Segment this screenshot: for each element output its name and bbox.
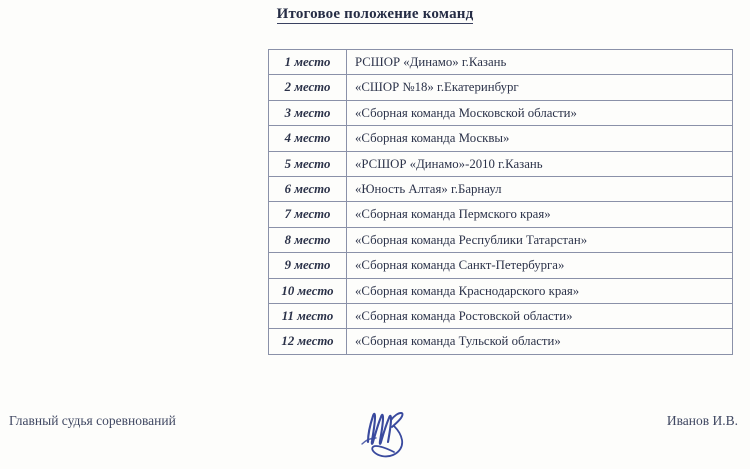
table-row [269, 75, 733, 100]
cell-team: «Сборная команда Москвы» [347, 126, 733, 151]
handwritten-signature-icon [338, 396, 438, 462]
cell-team: «Сборная команда Пермского края» [347, 202, 733, 227]
cell-place: 12 место [269, 329, 347, 354]
results-table [268, 49, 733, 355]
cell-place: 9 место [269, 253, 347, 278]
judge-role-label: Главный судья соревнований [9, 413, 176, 428]
cell-team: «РСШОР «Динамо»-2010 г.Казань [347, 151, 733, 176]
cell-team: РСШОР «Динамо» г.Казань [347, 50, 733, 75]
cell-place: 10 место [269, 278, 347, 303]
page-title-text: Итоговое положение команд [276, 6, 474, 22]
cell-team: «Сборная команда Московской области» [347, 100, 733, 125]
cell-place: 7 место [269, 202, 347, 227]
table-row [269, 253, 733, 278]
table-row [269, 329, 733, 354]
table-row [269, 227, 733, 252]
cell-place: 1 место [269, 50, 347, 75]
table-row [269, 177, 733, 202]
cell-team: «СШОР №18» г.Екатеринбург [347, 75, 733, 100]
cell-team: «Юность Алтая» г.Барнаул [347, 177, 733, 202]
cell-place: 8 место [269, 227, 347, 252]
cell-place: 2 место [269, 75, 347, 100]
cell-team: «Сборная команда Ростовской области» [347, 304, 733, 329]
cell-place: 4 место [269, 126, 347, 151]
cell-team: «Сборная команда Республики Татарстан» [347, 227, 733, 252]
cell-team: «Сборная команда Тульской области» [347, 329, 733, 354]
cell-place: 5 место [269, 151, 347, 176]
table-row [269, 278, 733, 303]
cell-place: 6 место [269, 177, 347, 202]
table-row [269, 304, 733, 329]
page-title [0, 6, 750, 23]
results-table-body [269, 50, 733, 355]
table-row [269, 202, 733, 227]
cell-team: «Сборная команда Санкт-Петербурга» [347, 253, 733, 278]
table-row [269, 126, 733, 151]
table-row [269, 100, 733, 125]
cell-place: 11 место [269, 304, 347, 329]
cell-team: «Сборная команда Краснодарского края» [347, 278, 733, 303]
table-row [269, 50, 733, 75]
cell-place: 3 место [269, 100, 347, 125]
judge-name-label: Иванов И.В. [666, 413, 738, 428]
table-row [269, 151, 733, 176]
